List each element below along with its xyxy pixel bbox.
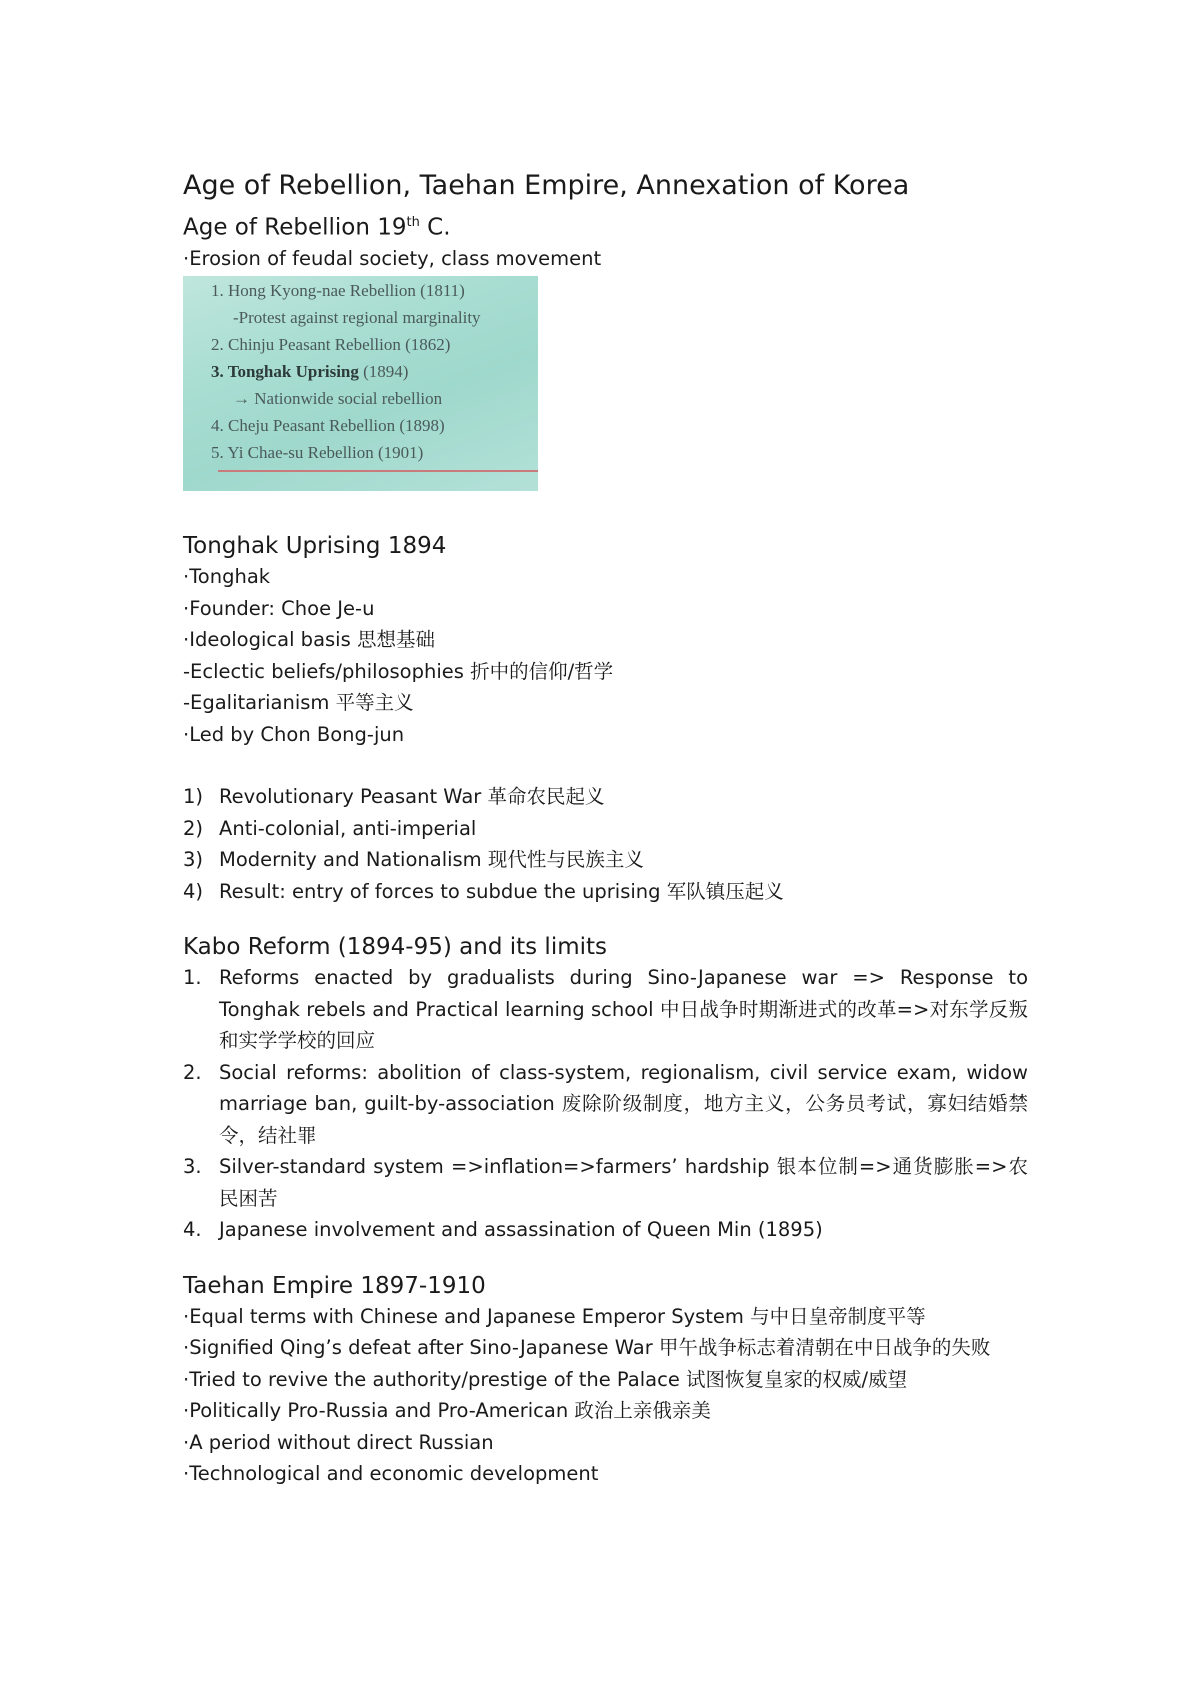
list-item: 2) Anti-colonial, anti-imperial (183, 816, 477, 840)
list-item: 1) Revolutionary Peasant War 革命农民起义 (183, 785, 605, 809)
bullet-line: -Egalitarianism 平等主义 (183, 691, 414, 715)
bullet-line: ·Equal terms with Chinese and Japanese Emperor System 与中日皇帝制度平等 (183, 1304, 926, 1328)
tonghak-list (183, 781, 1028, 907)
section-heading-kabo: Kabo Reform (1894-95) and its limits (183, 934, 608, 961)
slide-line: → Nationwide social rebellion (233, 389, 443, 409)
slide-line: 5. Yi Chae-su Rebellion (1901) (211, 443, 424, 463)
slide-line: 3. Tonghak Uprising (1894) (211, 362, 409, 382)
list-item: 4. Japanese involvement and assassination of Queen Min (1895) (183, 1218, 823, 1242)
bullet-line: ·Technological and economic development (183, 1462, 599, 1486)
section-heading-tonghak: Tonghak Uprising 1894 (183, 533, 447, 560)
kabo-list (183, 962, 1028, 1246)
slide-divider (218, 470, 538, 472)
list-item: 3. Silver-standard system =>inflation=>farmers’ hardship 银本位制=>通货膨胀=>农民困苦 (183, 1155, 1028, 1210)
bullet-line: ·Founder: Choe Je-u (183, 596, 375, 620)
bullet-line: ·Ideological basis 思想基础 (183, 628, 435, 652)
slide-line: 1. Hong Kyong-nae Rebellion (1811) (211, 281, 465, 301)
document-content (183, 168, 1028, 1490)
list-item: 4) Result: entry of forces to subdue the uprising 军队镇压起义 (183, 879, 784, 903)
section-heading-taehan: Taehan Empire 1897-1910 (183, 1272, 486, 1299)
bullet-line: ·Politically Pro-Russia and Pro-American 政治上亲俄亲美 (183, 1399, 711, 1423)
slide-line: 2. Chinju Peasant Rebellion (1862) (211, 335, 451, 355)
list-item: 3) Modernity and Nationalism 现代性与民族主义 (183, 848, 644, 872)
rebellion-slide-image (183, 276, 538, 491)
bullet-line: ·Led by Chon Bong-jun (183, 722, 405, 746)
document-title: Age of Rebellion, Taehan Empire, Annexation of Korea (183, 170, 910, 201)
list-item: 1. Reforms enacted by gradualists during Sino-Japanese war => Response to Tonghak rebels and Practical learning school 中日战争时期渐进式的改革=>对东学反叛和实学学校的回应 (183, 966, 1028, 1053)
bullet-line: ·Tried to revive the authority/prestige of the Palace 试图恢复皇家的权威/威望 (183, 1367, 908, 1391)
slide-line: 4. Cheju Peasant Rebellion (1898) (211, 416, 445, 436)
bullet-line: ·A period without direct Russian (183, 1430, 494, 1454)
list-item: 2. Social reforms: abolition of class-system, regionalism, civil service exam, widow marriage ban, guilt-by-association 废除阶级制度，地方主义，公务员考试，寡妇结婚禁令，结社罪 (183, 1060, 1028, 1147)
slide-line: -Protest against regional marginality (233, 308, 481, 328)
bullet-line: ·Tonghak (183, 565, 271, 589)
bullet-line: ·Erosion of feudal society, class movement (183, 246, 602, 270)
bullet-line: -Eclectic beliefs/philosophies 折中的信仰/哲学 (183, 659, 614, 683)
section-heading-age-of-rebellion: Age of Rebellion 19th C. (183, 214, 451, 241)
bullet-line: ·Signified Qing’s defeat after Sino-Japanese War 甲午战争标志着清朝在中日战争的失败 (183, 1336, 991, 1360)
